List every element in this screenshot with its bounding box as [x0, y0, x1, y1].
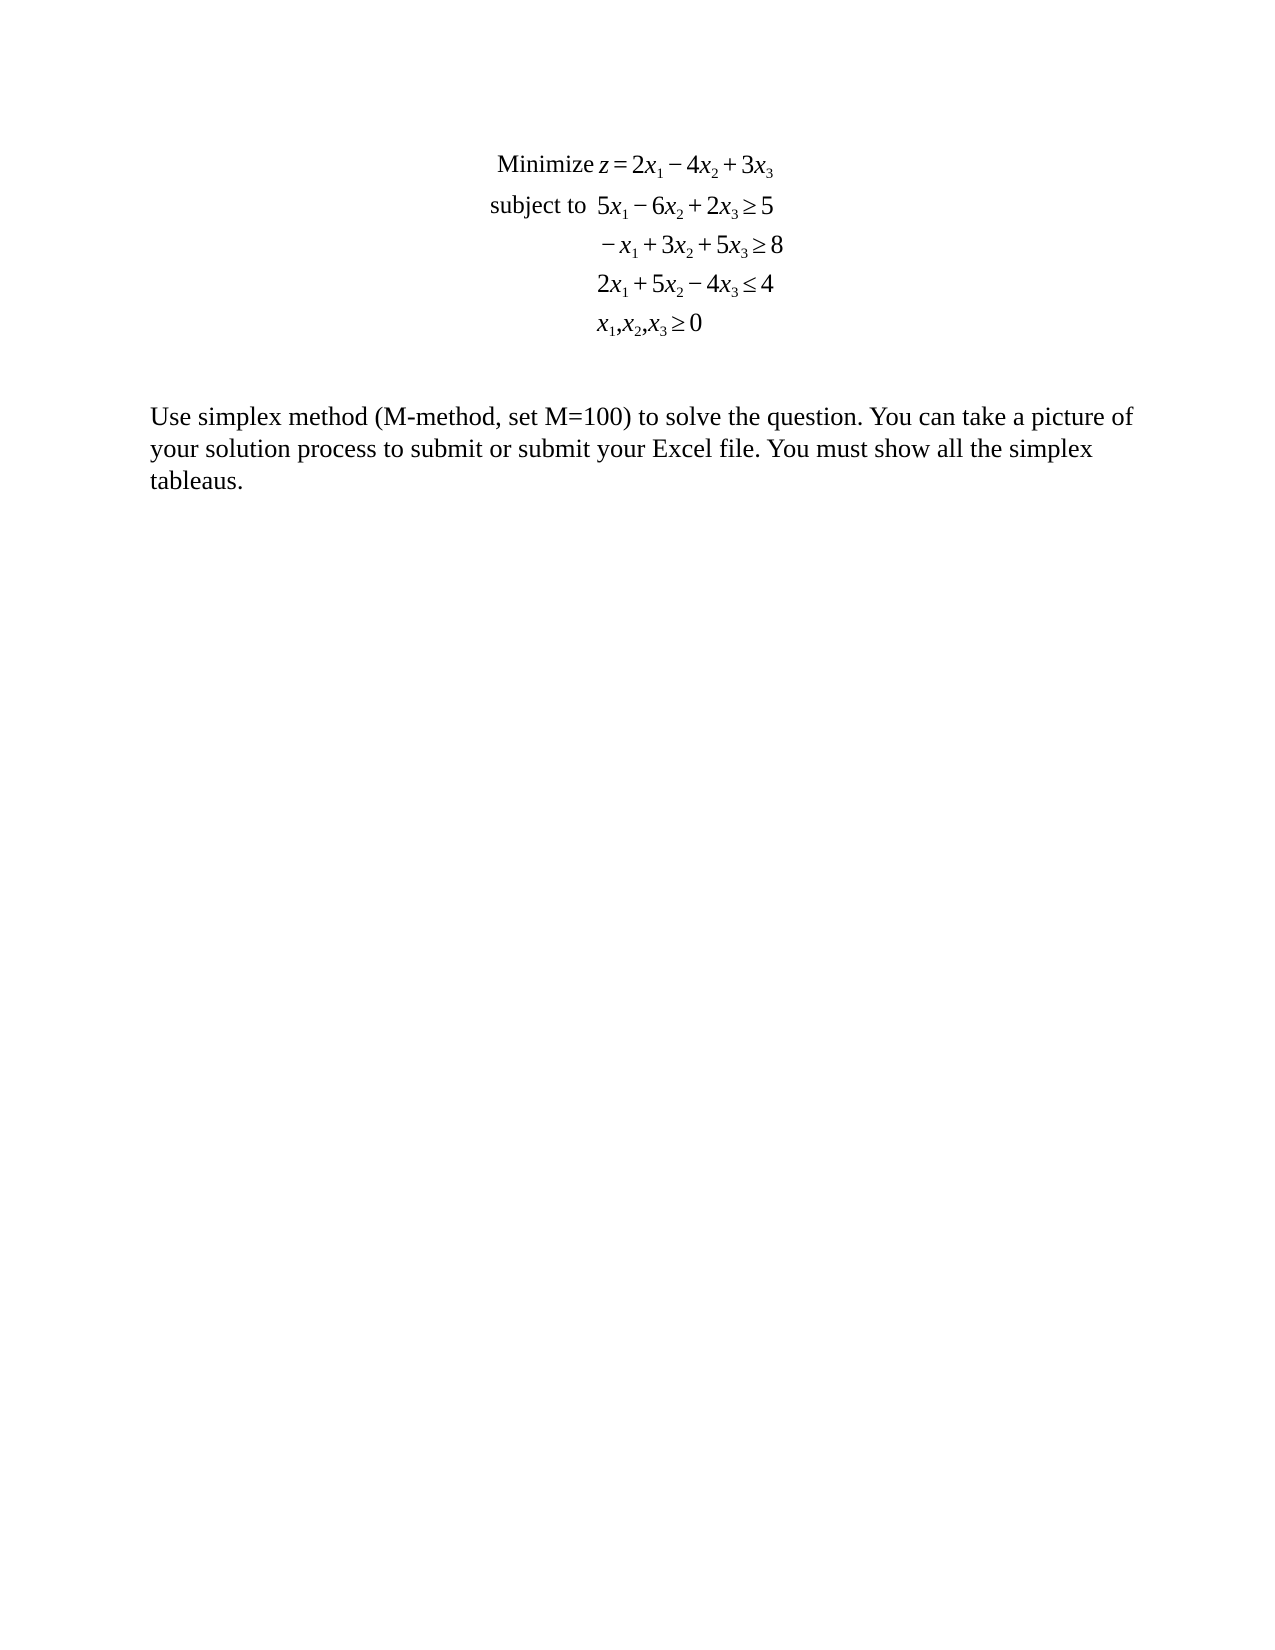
- objective-label: Minimize: [497, 151, 595, 178]
- objective-function: $z = 2x_1 - 4x_2 + 3x_3$: [599, 150, 774, 182]
- lp-problem: [0, 0, 1275, 360]
- nonnegativity-constraint: $x_1,x_2,x_3 \ge 0$: [597, 308, 703, 340]
- constraint-1: $5x_1 - 6x_2 + 2x_3 \ge 5$: [597, 191, 774, 223]
- constraint-2: − $x_1 + 3x_2 + 5x_3 \ge 8$: [601, 230, 784, 262]
- constraints-label: subject to: [490, 192, 587, 219]
- constraint-3: $2x_1 + 5x_2 - 4x_3 \le 4$: [597, 269, 774, 301]
- instructions-paragraph: Use simplex method (M-method, set M=100) to solve the question. You can take a picture of your solution process to submit or submit your Excel file. You must show all the simplex tableaus.: [150, 400, 1134, 495]
